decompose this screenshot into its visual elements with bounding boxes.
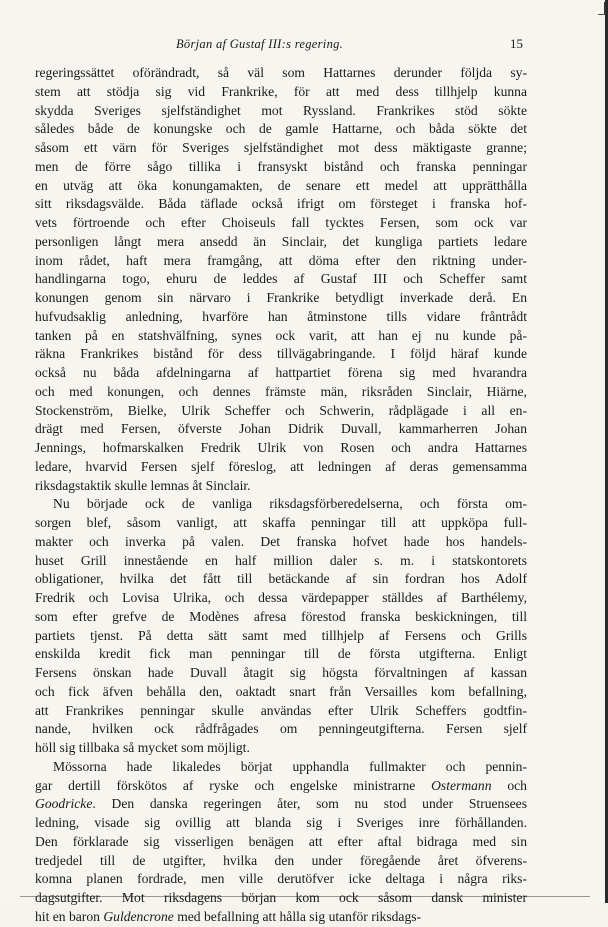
text-line: höll sig tillbaka så mycket som möjligt.: [35, 740, 250, 755]
text-line: sitt riksdagsvälde. Båda täflade också ifrigt om försteget i franska hof-: [35, 196, 527, 212]
text-line: personligen långt mera ansedd än Sinclair, det kungliga partiets ledare: [35, 233, 527, 249]
text-line: också nu båda afdelningarna af hattpartiet förena sig med hvarandra: [35, 365, 527, 380]
text-line: tanken på en statshvälfning, synes ock varit, att han ej nu kunde på-: [35, 327, 527, 343]
text-line: en utväg att öka konungamakten, de senare ett medel att upprätthålla: [35, 177, 527, 193]
text-line: komna planen fordrade, men ville derutöfver icke deltaga i några riks-: [35, 871, 527, 887]
text-line: skydda Sveriges sjelfständighet mot Ryssland. Frankrikes stöd sökte: [35, 102, 527, 118]
text-line: dagsutgifter. Mot riksdagens början kom ock såsom dansk minister: [35, 890, 527, 905]
text-line: huset Grill innestående en half million daler s. m. i statskontorets: [35, 552, 527, 568]
paragraphs: [35, 64, 527, 927]
text-line: och fick äfven behålla den, oaktadt snart från Versailles kom befallning,: [35, 683, 527, 699]
text-line: som efter grefve de Modènes afresa förestod franska beskickningen, till: [35, 608, 527, 624]
running-head: Början af Gustaf III:s regering.: [176, 37, 344, 51]
text-line: Mössorna hade likaledes börjat upphandla fullmakter och pennin-: [53, 758, 527, 774]
text-line: således både de konungske och de gamle Hattarne, och båda sökte det: [35, 121, 527, 137]
text-line: regeringssättet oförändradt, så väl som Hattarnes derunder följda sy-: [35, 65, 527, 80]
text-line: att Frankrikes penningar skulle användas efter Ulrik Scheffers godtfin-: [35, 702, 527, 718]
text-line: men de förre sågo tillika i fransyskt bistånd och franska penningar: [35, 158, 527, 174]
text-line: Goodricke. Den danska regeringen åter, som nu stod under Struensees: [35, 796, 527, 812]
text-line: sorgen blef, såsom vanligt, att skaffa penningar till att uppköpa full-: [35, 515, 527, 530]
text-line: Fredrik och Lovisa Ulrika, och dessa värdepapper ställdes af Barthélemy,: [35, 590, 527, 605]
text-line: hufvudsaklig anledning, hvarföre han åtminstone tills vidare fråntrådt: [35, 308, 527, 324]
text-line: obligationer, hvilka det fått till betäckande af sin fordran hos Adolf: [35, 571, 527, 587]
text-line: stem att stödja sig vid Frankrike, för att med dess tillhjelp kunna: [35, 83, 527, 99]
text-line: handlingarna togo, ehuru de leddes af Gustaf III och Scheffer samt: [35, 271, 527, 287]
text-line: räkna Frankrikes bistånd för dess tillvägabringande. I följd häraf kunde: [35, 346, 527, 362]
text-line: gar dertill förskötos af ryske och engelske ministrarne Ostermann och: [35, 777, 527, 793]
text-line: hit en baron Guldencrone med befallning att hålla sig utanför riksdags-: [35, 908, 422, 924]
text-line: riksdagstaktik skulle lemnas åt Sinclair.: [35, 477, 251, 493]
text-line: ledare, hvarvid Fersen sjelf föreslog, att ledningen af deras gemensamma: [35, 458, 527, 474]
text-line: Fersens önskan hade Duvall åtagit sig högsta förvaltningen af kassan: [35, 665, 527, 680]
text-line: partiets tjenst. På detta sätt samt med tillhjelp af Fersens och Grills: [35, 627, 527, 643]
text-line: och med konungen, och dennes främste män, riksråden Sinclair, Hiärne,: [35, 383, 527, 399]
text-line: konungen genom sin närvaro i Frankrike betydligt inverkade derå. En: [35, 290, 527, 305]
text-line: Stockenström, Bielke, Ulrik Scheffer och Schwerin, rådplägade i all en-: [35, 402, 527, 418]
text-line: tredjedel till de utgifter, hvilka den under föregående året öfverens-: [35, 852, 527, 868]
text-line: makter och inverka på valen. Det franska hofvet hade hos handels-: [35, 533, 527, 549]
text-body: [35, 64, 527, 927]
scan-corner-mark: [598, 2, 606, 15]
text-line: enskilda kredit fick man penningar till de första utgifterna. Enligt: [35, 646, 527, 662]
text-line: Nu började ock de vanliga riksdagsförberedelserna, och första om-: [53, 496, 527, 512]
text-line: inom rådet, haft mera framgång, att döma efter den riktning under-: [35, 252, 527, 268]
text-line: vets förtroende och efter Choiseuls fall tycktes Fersen, som ock var: [35, 215, 527, 230]
text-line: Jennings, hofmarskalken Fredrik Ulrik von Rosen och andra Hattarnes: [35, 440, 527, 455]
text-line: nande, hvilken ock rådfrågades om penningeutgifterna. Fersen sjelf: [35, 721, 527, 737]
text-line: såsom ett värn för Sveriges sjelfständighet mot dess mäktigaste granne;: [35, 140, 527, 155]
text-line: ledning, visade sig ovillig att blanda sig i Sveriges inre förhållanden.: [35, 815, 527, 830]
text-line: drägt med Fersen, öfverste Johan Didrik Duvall, kammarherren Johan: [35, 421, 527, 437]
page-number: 15: [510, 36, 523, 51]
text-line: Den förklarade sig visserligen benägen att efter aftal bidraga med sin: [35, 833, 527, 849]
